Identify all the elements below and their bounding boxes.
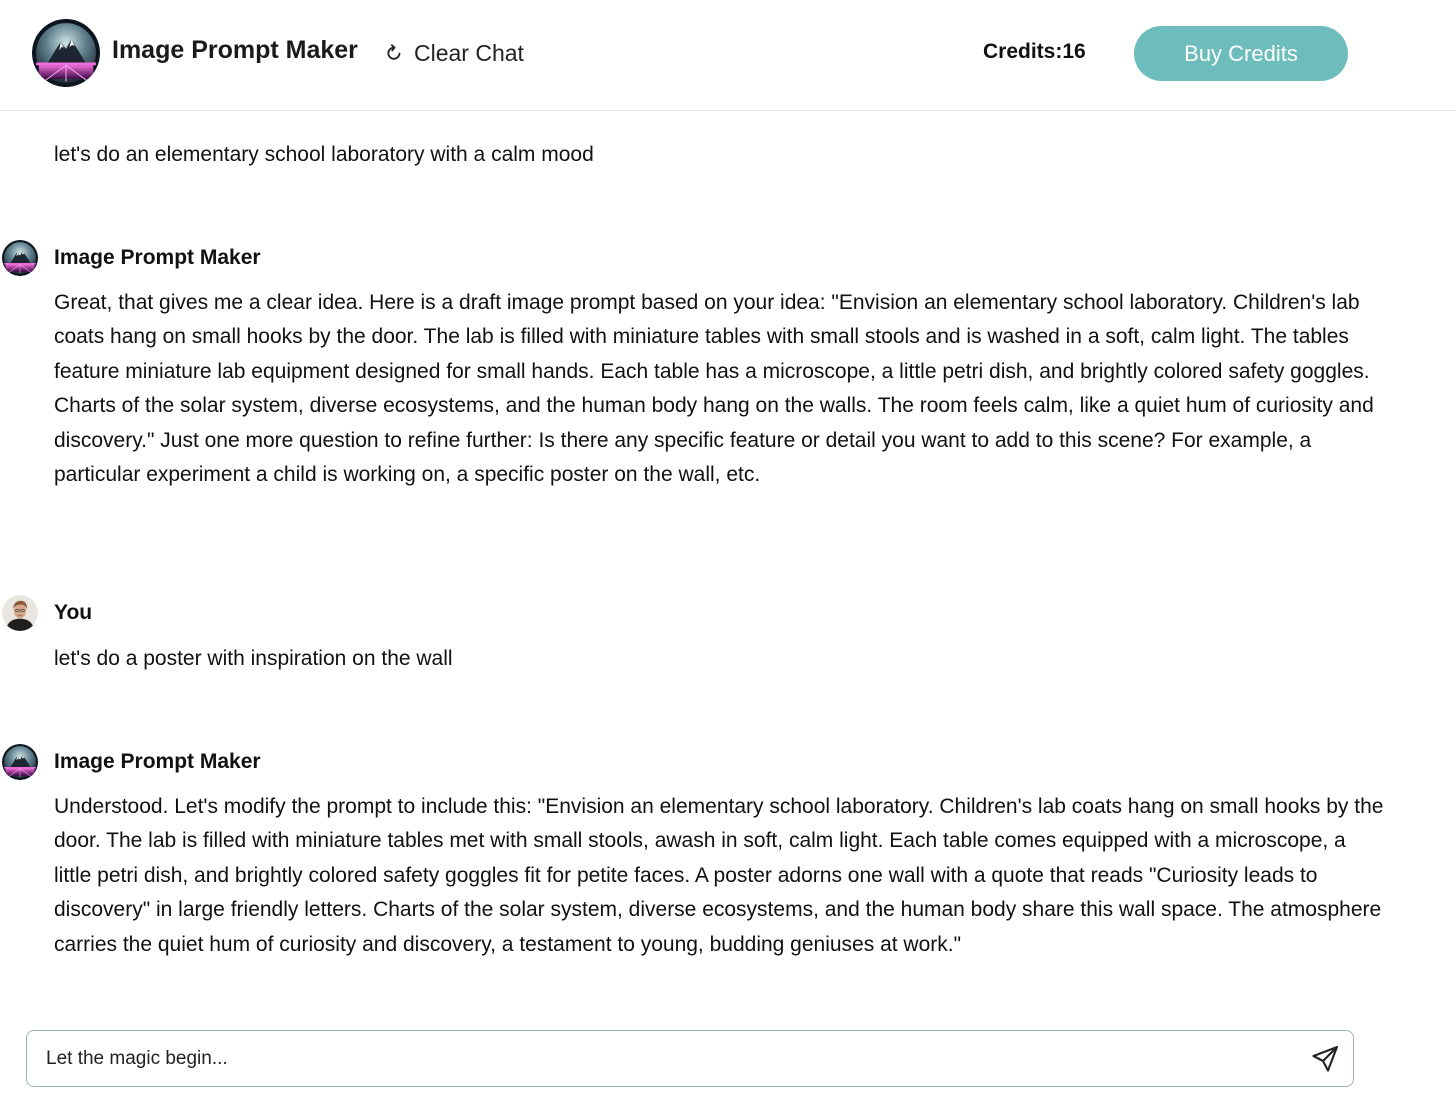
- app-title: Image Prompt Maker: [112, 36, 358, 64]
- clear-chat-label: Clear Chat: [414, 39, 524, 66]
- buy-credits-button[interactable]: Buy Credits: [1134, 26, 1348, 81]
- mountain-logo-icon: [32, 19, 100, 87]
- mountain-logo-icon: [2, 240, 38, 276]
- app-header: [0, 0, 1456, 111]
- message-text: Understood. Let's modify the prompt to include this: "Envision an elementary school laboratory. Children's lab coats hang on small hooks by the door. The lab is filled with miniature tables met with small stools, awash in soft, calm light. Each table comes equipped with a microscope, a little petri dish, and brightly colored safety goggles fit for petite faces. A poster adorns one wall with a quote that reads "Curiosity leads to discovery" in large friendly letters. Charts of the solar system, diverse ecosystems, and the human body share this wall space. The atmosphere carries the quiet hum of curiosity and discovery, a testament to young, budding geniuses at work.": [54, 795, 1384, 956]
- prompt-composer: [26, 1030, 1354, 1087]
- credits-counter: Credits:16: [983, 40, 1086, 63]
- chat-thread: [0, 111, 1456, 1021]
- message-sender: Image Prompt Maker: [54, 750, 261, 773]
- message-sender: Image Prompt Maker: [54, 246, 261, 269]
- message-sender: You: [54, 601, 93, 624]
- refresh-icon: [384, 43, 404, 63]
- message-text: let's do a poster with inspiration on the wall: [54, 647, 453, 670]
- clear-chat-button[interactable]: [384, 37, 524, 69]
- user-avatar: [2, 595, 38, 631]
- message-text: let's do an elementary school laboratory with a calm mood: [54, 143, 594, 166]
- prompt-input[interactable]: [46, 1031, 1306, 1086]
- mountain-logo-icon: [2, 744, 38, 780]
- send-icon[interactable]: [1310, 1044, 1340, 1074]
- message-text: Great, that gives me a clear idea. Here is a draft image prompt based on your idea: "Envision an elementary school laboratory. Children's lab coats hang on small hooks by the door. The lab is filled with miniature tables with small stools and is washed in a soft, calm light. The tables feature miniature lab equipment designed for small hands. Each table has a microscope, a little petri dish, and brightly colored safety goggles. Charts of the solar system, diverse ecosystems, and the human body hang on the walls. The room feels calm, like a quiet hum of curiosity and discovery." Just one more question to refine further: Is there any specific feature or detail you want to add to this scene? For example, a particular experiment a child is working on, a specific poster on the wall, etc.: [54, 291, 1374, 487]
